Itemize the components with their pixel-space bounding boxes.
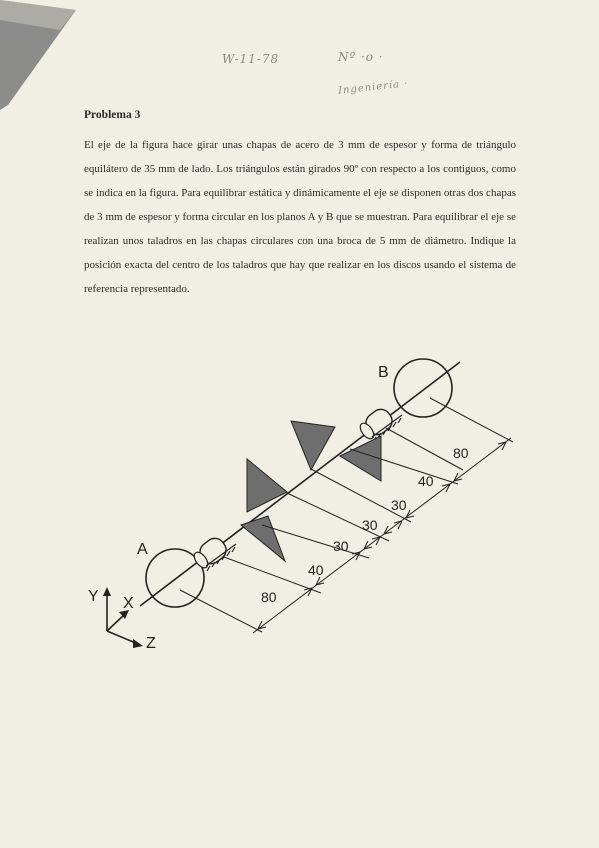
dimension-label: 80 bbox=[261, 589, 277, 605]
handwritten-note: Ingeniería · bbox=[337, 78, 409, 97]
handwritten-note: W-11-78 bbox=[222, 52, 280, 66]
problem-title: Problema 3 bbox=[84, 109, 141, 121]
disk-b-label: B bbox=[378, 364, 389, 381]
handwritten-note: Nº ·o · bbox=[338, 50, 384, 64]
disk-a-label: A bbox=[137, 541, 148, 558]
extension-lines bbox=[180, 398, 513, 632]
dimension-label: 40 bbox=[308, 562, 324, 578]
dimension-label: 30 bbox=[362, 517, 378, 533]
axis-y-label: Y bbox=[88, 588, 99, 605]
dimension-label: 30 bbox=[391, 497, 407, 513]
axis-z-label: Z bbox=[146, 635, 156, 652]
dimension-line bbox=[253, 438, 511, 633]
axis-x-label: X bbox=[123, 595, 134, 612]
dimension-label: 30 bbox=[333, 538, 349, 554]
dimension-label: 80 bbox=[453, 445, 469, 461]
disk-b bbox=[394, 359, 452, 417]
bearing-a bbox=[192, 534, 236, 571]
problem-statement: El eje de la figura hace girar unas chapas de acero de 3 mm de espesor y forma de triángulo equilátero de 35 mm de lado. Los triángulos están girados 90º con respecto a los contiguos, como se indica en la figura. Para equilibrar estática y dinámicamente el eje se disponen otras dos chapas de 3 mm de espesor y forma circular en los planos A y B que se muestran. Para equilibrar el eje se realizan unos taladros en las chapas circulares con una broca de 5 mm de diámetro. Indique la posición exacta del centro de los taladros que hay que realizar en los discos usando el sistema de referencia representado. bbox=[84, 139, 516, 295]
triangle-plate-1 bbox=[241, 516, 285, 561]
triangle-plate-4 bbox=[340, 436, 381, 481]
shaft-line bbox=[140, 362, 460, 606]
dimension-label: 40 bbox=[418, 473, 434, 489]
triangle-plate-2 bbox=[247, 459, 287, 512]
